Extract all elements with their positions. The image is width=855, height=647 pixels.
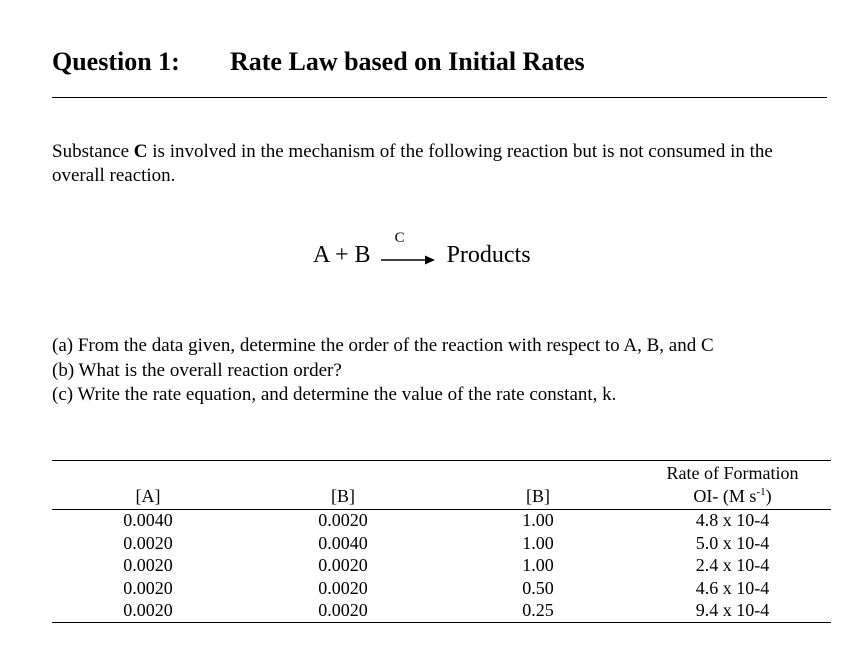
intro-text-start: Substance <box>52 141 134 162</box>
rate-unit-prefix: OI- (M s <box>693 486 757 506</box>
table-cell-c: 0.25 <box>522 600 554 620</box>
header-rate-line1: Rate of Formation <box>666 463 799 483</box>
table-cell-b: 0.0020 <box>318 600 368 620</box>
reaction-arrow <box>377 230 439 268</box>
header-b-concentration: [B] <box>331 486 355 506</box>
table-cell-rate: 2.4 x 10-4 <box>695 555 770 575</box>
question-label: Question 1: <box>52 47 180 76</box>
reaction-products: Products <box>446 242 531 268</box>
intro-text-end: is involved in the mechanism of the following reaction but is not consumed in the overall reaction. <box>52 141 773 186</box>
table-cell-b: 0.0020 <box>318 577 368 598</box>
reaction-catalyst: C <box>394 230 405 247</box>
table-cell-c: 1.00 <box>522 510 554 530</box>
table-cell-c: 1.00 <box>522 555 554 575</box>
reaction-reactants: A + B <box>313 242 371 268</box>
header-rate-line2 <box>640 485 825 507</box>
table-cell-c: 0.50 <box>522 577 554 598</box>
table-cell-a: 0.0020 <box>123 532 173 553</box>
table-cell-b: 0.0040 <box>318 532 368 553</box>
part-c: (c) Write the rate equation, and determine the value of the rate constant, k. <box>52 384 617 405</box>
intro-paragraph <box>52 140 827 188</box>
table-cell-rate: 4.8 x 10-4 <box>695 510 770 530</box>
table-cell-a: 0.0040 <box>123 510 173 530</box>
table-cell-rate: 5.0 x 10-4 <box>695 532 770 553</box>
table-bottom-rule <box>52 622 831 623</box>
title-divider <box>52 97 827 98</box>
arrow-icon <box>381 254 437 266</box>
rate-unit-exponent: -1 <box>756 486 766 498</box>
rate-unit-suffix: ) <box>765 486 772 506</box>
table-cell-b: 0.0020 <box>318 510 368 530</box>
table-top-rule <box>52 460 831 461</box>
table-cell-a: 0.0020 <box>123 555 173 575</box>
reaction-equation <box>313 230 531 269</box>
table-cell-b: 0.0020 <box>318 555 368 575</box>
header-c-concentration: [B] <box>526 486 550 506</box>
intro-substance: C <box>133 141 148 162</box>
table-cell-a: 0.0020 <box>123 577 173 598</box>
table-cell-a: 0.0020 <box>123 600 173 620</box>
table-cell-rate: 4.6 x 10-4 <box>695 577 770 598</box>
table-cell-c: 1.00 <box>522 532 554 553</box>
part-a: (a) From the data given, determine the order of the reaction with respect to A, B, and C <box>52 335 714 356</box>
question-parts <box>52 334 714 408</box>
table-cell-rate: 9.4 x 10-4 <box>695 600 770 620</box>
question-title: Rate Law based on Initial Rates <box>230 47 585 76</box>
header-a-concentration: [A] <box>135 486 161 506</box>
part-b: (b) What is the overall reaction order? <box>52 359 342 381</box>
